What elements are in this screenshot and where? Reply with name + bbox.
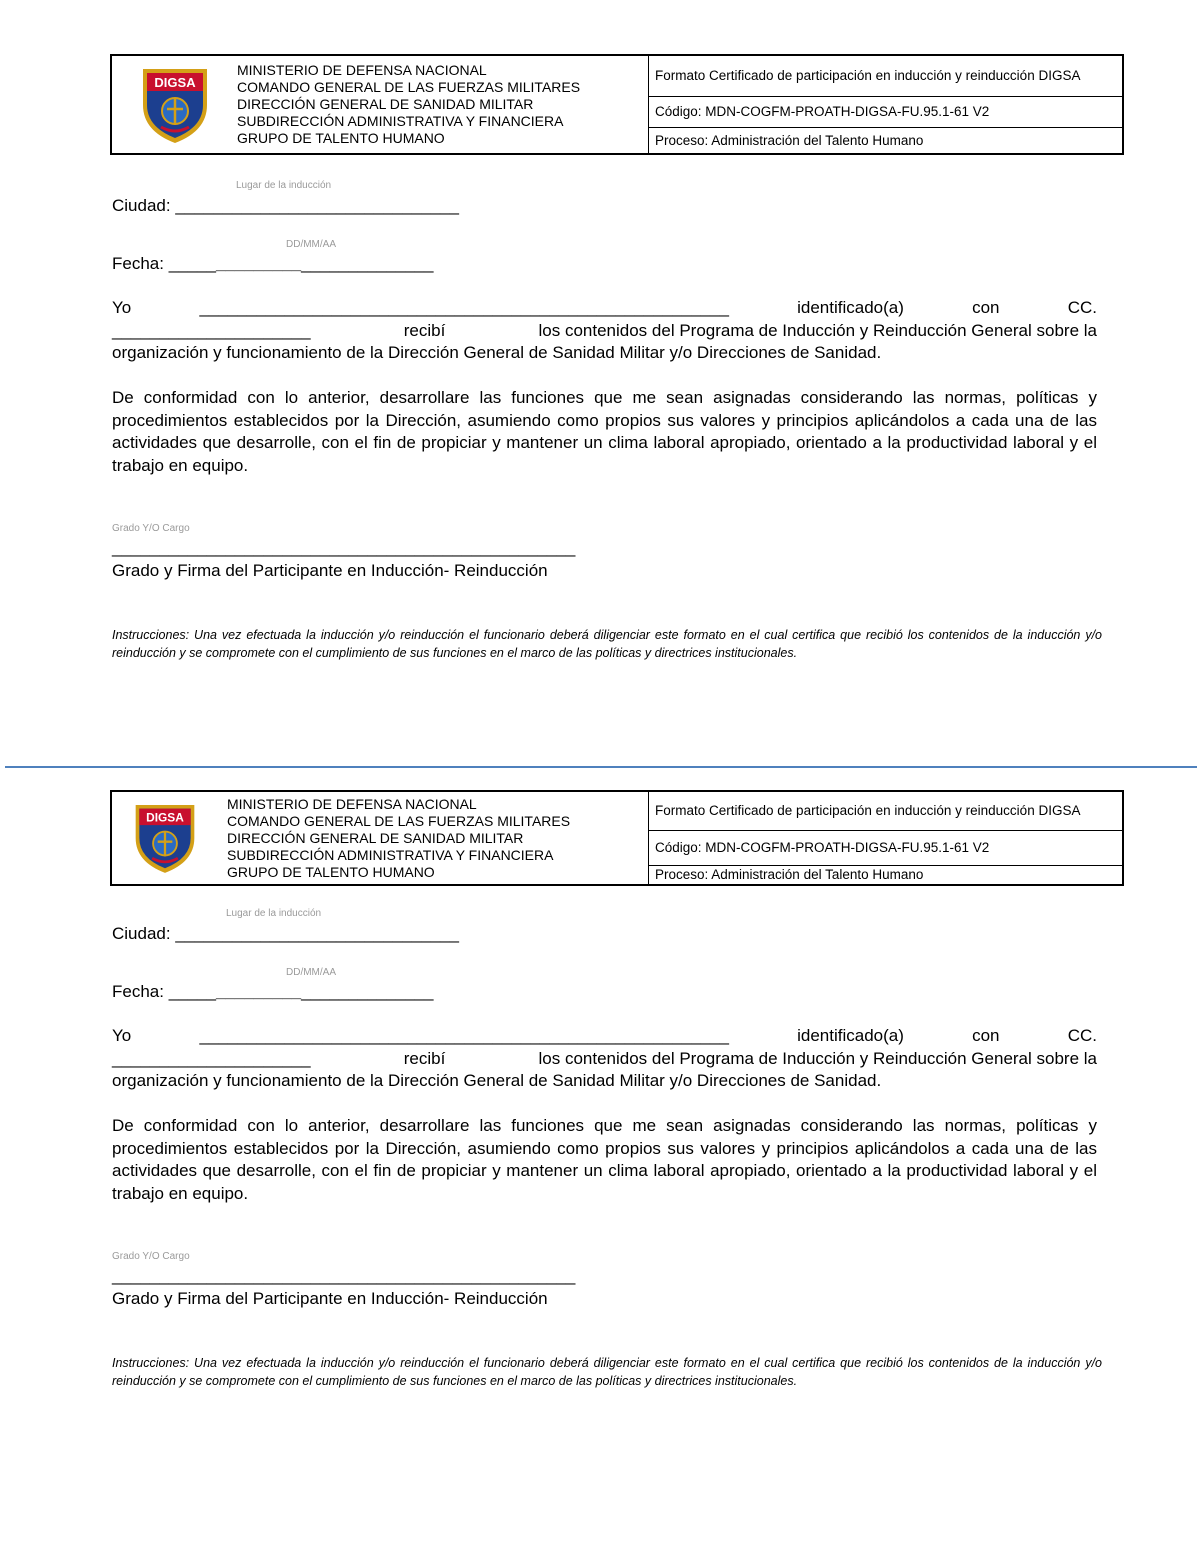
fecha-underline: _________ bbox=[215, 982, 302, 1001]
format-title: Formato Certificado de participación en inducción y reinducción DIGSA bbox=[649, 792, 1122, 831]
yo-name-blank[interactable]: ________________________________________________________ bbox=[199, 1026, 729, 1045]
org-line: DIRECCIÓN GENERAL DE SANIDAD MILITAR bbox=[237, 96, 534, 112]
declaration-paragraph bbox=[112, 1025, 1097, 1093]
grado-hint: Grado Y/O Cargo bbox=[112, 1251, 190, 1262]
yo-identificado: identificado(a) bbox=[797, 298, 904, 317]
format-title: Formato Certificado de participación en inducción y reinducción DIGSA bbox=[649, 56, 1122, 97]
format-process: Proceso: Administración del Talento Humano bbox=[655, 132, 924, 148]
fecha-underline: _________ bbox=[215, 254, 302, 273]
ciudad-field[interactable]: Ciudad: ______________________________ bbox=[112, 196, 459, 215]
grado-hint: Grado Y/O Cargo bbox=[112, 523, 190, 534]
yo-con: con bbox=[972, 1026, 1000, 1045]
yo-name-blank[interactable]: ________________________________________________________ bbox=[199, 298, 729, 317]
digsa-logo bbox=[112, 792, 217, 884]
instructions: Instrucciones: Una vez efectuada la inducción y/o reinducción el funcionario deberá diligenciar este formato en el cual certifica que recibió los contenidos de la inducción y/o reinducción y se compromete con el cumplimiento de sus funciones en el marco de las políticas y directrices institucionales. bbox=[112, 628, 1102, 660]
org-line: MINISTERIO DE DEFENSA NACIONAL bbox=[237, 62, 487, 78]
fecha-rest: ______________ bbox=[301, 254, 434, 273]
declaration-paragraph bbox=[112, 297, 1097, 365]
fecha-hint: DD/MM/AA bbox=[286, 967, 336, 978]
firma-label: Grado y Firma del Participante en Inducción- Reinducción bbox=[112, 561, 548, 580]
yo-cc: CC. bbox=[1067, 1026, 1097, 1045]
org-line: SUBDIRECCIÓN ADMINISTRATIVA Y FINANCIERA bbox=[237, 113, 564, 129]
digsa-shield-icon bbox=[139, 65, 211, 145]
org-line: GRUPO DE TALENTO HUMANO bbox=[227, 863, 435, 880]
org-line: MINISTERIO DE DEFENSA NACIONAL bbox=[227, 795, 477, 812]
declaration-line-3: organización y funcionamiento de la Dirección General de Sanidad Militar y/o Direcciones de Sanidad. bbox=[112, 343, 882, 362]
form-header bbox=[110, 54, 1124, 155]
form-copy-2 bbox=[0, 728, 1200, 1458]
logo-text: DIGSA bbox=[145, 810, 184, 825]
org-line: GRUPO DE TALENTO HUMANO bbox=[237, 130, 445, 146]
fecha-hint: DD/MM/AA bbox=[286, 239, 336, 250]
recibi-word: recibí bbox=[403, 320, 446, 340]
org-line: COMANDO GENERAL DE LAS FUERZAS MILITARES bbox=[237, 79, 581, 95]
conformidad-paragraph: De conformidad con lo anterior, desarrollare las funciones que me sean asignadas considerando las normas, políticas y procedimientos establecidos por la Dirección, asumiendo como propios sus valores y principios aplicándolos a cada una de las actividades que desarrolle, con el fin de propiciar y mantener un clima laboral apropiado, orientado a la productividad laboral y el trabajo en equipo. bbox=[112, 388, 1097, 475]
fecha-label: Fecha: _____ bbox=[112, 254, 216, 273]
conformidad-paragraph: De conformidad con lo anterior, desarrollare las funciones que me sean asignadas considerando las normas, políticas y procedimientos establecidos por la Dirección, asumiendo como propios sus valores y principios aplicándolos a cada una de las actividades que desarrolle, con el fin de propiciar y mantener un clima laboral apropiado, orientado a la productividad laboral y el trabajo en equipo. bbox=[112, 1116, 1097, 1203]
org-line: DIRECCIÓN GENERAL DE SANIDAD MILITAR bbox=[227, 829, 524, 846]
declaration-line-3: organización y funcionamiento de la Dirección General de Sanidad Militar y/o Direcciones de Sanidad. bbox=[112, 1071, 882, 1090]
ciudad-hint: Lugar de la inducción bbox=[236, 180, 332, 191]
ciudad-field[interactable]: Ciudad: ______________________________ bbox=[112, 924, 459, 943]
cc-blank[interactable]: _____________________ bbox=[112, 1048, 311, 1068]
format-meta bbox=[649, 56, 1122, 153]
firma-line[interactable]: _________________________________________________ bbox=[112, 538, 576, 557]
logo-text: DIGSA bbox=[153, 74, 196, 90]
yo-con: con bbox=[972, 298, 1000, 317]
org-block bbox=[237, 56, 649, 153]
cc-blank[interactable]: _____________________ bbox=[112, 320, 311, 340]
form-copy-1 bbox=[0, 0, 1200, 730]
firma-line[interactable]: _________________________________________________ bbox=[112, 1266, 576, 1285]
format-code: Código: MDN-COGFM-PROATH-DIGSA-FU.95.1-61 V2 bbox=[649, 97, 1122, 128]
format-process: Proceso: Administración del Talento Humano bbox=[655, 867, 924, 882]
firma-label: Grado y Firma del Participante en Inducción- Reinducción bbox=[112, 1289, 548, 1308]
format-meta bbox=[649, 792, 1122, 884]
recibi-word: recibí bbox=[403, 1048, 446, 1068]
instructions: Instrucciones: Una vez efectuada la inducción y/o reinducción el funcionario deberá diligenciar este formato en el cual certifica que recibió los contenidos de la inducción y/o reinducción y se compromete con el cumplimiento de sus funciones en el marco de las políticas y directrices institucionales. bbox=[112, 1356, 1102, 1388]
yo-word: Yo bbox=[112, 1026, 132, 1045]
yo-cc: CC. bbox=[1067, 298, 1097, 317]
fecha-field[interactable] bbox=[112, 982, 433, 1002]
declaration-line-2: los contenidos del Programa de Inducción y Reinducción General sobre la bbox=[538, 320, 1097, 340]
fecha-field[interactable] bbox=[112, 254, 433, 274]
declaration-line-2: los contenidos del Programa de Inducción y Reinducción General sobre la bbox=[538, 1048, 1097, 1068]
yo-identificado: identificado(a) bbox=[797, 1026, 904, 1045]
fecha-label: Fecha: _____ bbox=[112, 982, 216, 1001]
digsa-shield-icon bbox=[132, 801, 198, 875]
org-line: SUBDIRECCIÓN ADMINISTRATIVA Y FINANCIERA bbox=[227, 846, 554, 863]
ciudad-hint: Lugar de la inducción bbox=[226, 908, 322, 919]
form-header bbox=[110, 790, 1124, 886]
format-code: Código: MDN-COGFM-PROATH-DIGSA-FU.95.1-61 V2 bbox=[649, 831, 1122, 866]
digsa-logo bbox=[112, 56, 237, 153]
yo-word: Yo bbox=[112, 298, 132, 317]
fecha-rest: ______________ bbox=[301, 982, 434, 1001]
org-block bbox=[217, 792, 649, 884]
org-line: COMANDO GENERAL DE LAS FUERZAS MILITARES bbox=[227, 812, 571, 829]
